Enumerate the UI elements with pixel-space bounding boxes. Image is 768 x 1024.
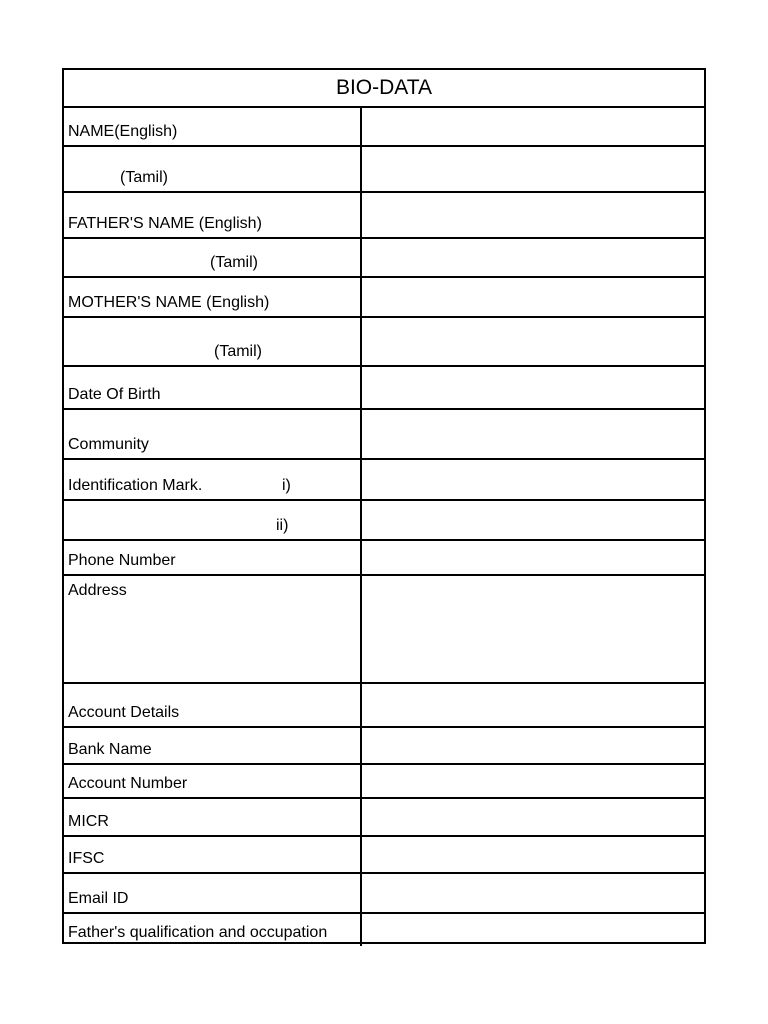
label-ifsc: IFSC — [64, 837, 362, 872]
row-bank-name — [64, 728, 704, 765]
label-account-number: Account Number — [64, 765, 362, 797]
row-name-tamil — [64, 147, 704, 193]
field-identification-ii[interactable] — [362, 501, 704, 539]
row-community — [64, 410, 704, 460]
field-community[interactable] — [362, 410, 704, 458]
label-account-details: Account Details — [64, 684, 362, 726]
field-ifsc[interactable] — [362, 837, 704, 872]
row-mother-english — [64, 278, 704, 318]
field-mother-english[interactable] — [362, 278, 704, 316]
label-identification-text: Identification Mark. — [68, 477, 203, 494]
field-identification-i[interactable] — [362, 460, 704, 499]
label-mother-tamil: (Tamil) — [64, 318, 362, 365]
field-mother-tamil[interactable] — [362, 318, 704, 365]
row-name-english — [64, 108, 704, 147]
label-dob: Date Of Birth — [64, 367, 362, 408]
label-identification-ii: ii) — [64, 501, 362, 539]
label-phone: Phone Number — [64, 541, 362, 574]
label-father-tamil: (Tamil) — [64, 239, 362, 276]
field-account-number[interactable] — [362, 765, 704, 797]
field-dob[interactable] — [362, 367, 704, 408]
row-father-tamil — [64, 239, 704, 278]
bio-data-form — [62, 68, 706, 944]
label-email: Email ID — [64, 874, 362, 912]
row-identification-i — [64, 460, 704, 501]
row-father-qualification — [64, 914, 704, 946]
row-account-details — [64, 684, 704, 728]
row-mother-tamil — [64, 318, 704, 367]
field-phone[interactable] — [362, 541, 704, 574]
label-bank-name: Bank Name — [64, 728, 362, 763]
label-identification — [64, 460, 362, 499]
row-account-number — [64, 765, 704, 799]
label-micr: MICR — [64, 799, 362, 835]
label-address: Address — [64, 576, 362, 682]
row-identification-ii — [64, 501, 704, 541]
field-name-english[interactable] — [362, 108, 704, 145]
field-email[interactable] — [362, 874, 704, 912]
row-dob — [64, 367, 704, 410]
row-ifsc — [64, 837, 704, 874]
row-micr — [64, 799, 704, 837]
row-address — [64, 576, 704, 684]
label-mother-english: MOTHER'S NAME (English) — [64, 278, 362, 316]
row-father-english — [64, 193, 704, 239]
field-address[interactable] — [362, 576, 704, 682]
field-account-details[interactable] — [362, 684, 704, 726]
field-father-qualification[interactable] — [362, 914, 704, 946]
field-father-tamil[interactable] — [362, 239, 704, 276]
label-father-english: FATHER'S NAME (English) — [64, 193, 362, 237]
label-identification-i: i) — [282, 477, 291, 494]
label-community: Community — [64, 410, 362, 458]
label-father-qualification: Father's qualification and occupation — [64, 914, 362, 946]
label-name-english: NAME(English) — [64, 108, 362, 145]
form-title: BIO-DATA — [64, 70, 704, 108]
field-micr[interactable] — [362, 799, 704, 835]
label-name-tamil: (Tamil) — [64, 147, 362, 191]
field-father-english[interactable] — [362, 193, 704, 237]
row-phone — [64, 541, 704, 576]
field-bank-name[interactable] — [362, 728, 704, 763]
row-email — [64, 874, 704, 914]
field-name-tamil[interactable] — [362, 147, 704, 191]
